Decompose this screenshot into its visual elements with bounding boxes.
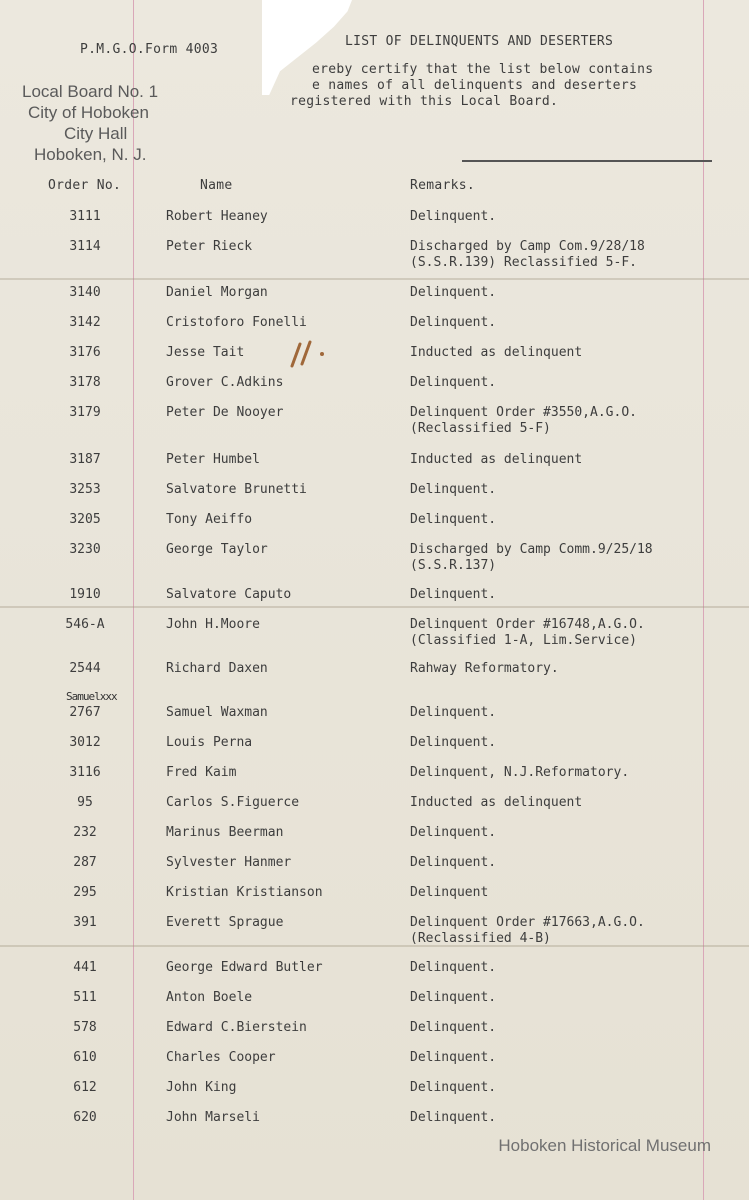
remarks: Delinquent.: [410, 825, 497, 840]
certify-line-2: e names of all delinquents and deserters: [312, 78, 638, 93]
registrant-name: Marinus Beerman: [166, 825, 284, 840]
order-number: 3111: [69, 209, 101, 224]
order-number: 3012: [69, 735, 101, 750]
museum-watermark: Hoboken Historical Museum: [498, 1136, 711, 1155]
margin-line-right: [703, 0, 704, 1200]
registrant-name: Louis Perna: [166, 735, 253, 750]
registrant-name: Richard Daxen: [166, 661, 268, 676]
remarks: Discharged by Camp Comm.9/25/18 (S.S.R.137): [410, 542, 653, 573]
order-number: 546-A: [65, 617, 105, 632]
remarks: Delinquent.: [410, 705, 497, 720]
order-number: 620: [73, 1110, 97, 1125]
remarks: Delinquent.: [410, 960, 497, 975]
column-header-order: Order No.: [48, 178, 122, 193]
order-number: 2767: [69, 705, 101, 720]
column-header-remarks: Remarks.: [410, 178, 476, 193]
remarks: Delinquent.: [410, 512, 497, 527]
order-number: 610: [73, 1050, 97, 1065]
registrant-name: Tony Aeiffo: [166, 512, 253, 527]
registrant-name: Peter Rieck: [166, 239, 253, 254]
remarks: Delinquent.: [410, 1020, 497, 1035]
stamp-line-1: Local Board No. 1: [22, 82, 159, 101]
registrant-name: John H.Moore: [166, 617, 260, 632]
order-number: 295: [73, 885, 97, 900]
registrant-name: Salvatore Caputo: [166, 587, 292, 602]
order-number: 287: [73, 855, 97, 870]
remarks: Delinquent Order #16748,A.G.O. (Classified 1-A, Lim.Service): [410, 617, 645, 648]
registrant-name: Kristian Kristianson: [166, 885, 323, 900]
document-title: LIST OF DELINQUENTS AND DESERTERS: [345, 34, 614, 49]
order-number: 3176: [69, 345, 101, 360]
order-number: 95: [77, 795, 93, 810]
registrant-name: Carlos S.Figuerce: [166, 795, 300, 810]
certify-line-3: registered with this Local Board.: [290, 94, 559, 109]
order-number: 2544: [69, 661, 101, 676]
remarks: Discharged by Camp Com.9/28/18 (S.S.R.139) Reclassified 5-F.: [410, 239, 645, 270]
remarks: Delinquent Order #17663,A.G.O. (Reclassified 4-B): [410, 915, 645, 946]
header-rule: [462, 160, 712, 162]
stamp-line-2: City of Hoboken: [28, 103, 149, 122]
order-number: 3142: [69, 315, 101, 330]
registrant-name: Everett Sprague: [166, 915, 284, 930]
registrant-name: Salvatore Brunetti: [166, 482, 307, 497]
order-number: 612: [73, 1080, 97, 1095]
order-number: 3187: [69, 452, 101, 467]
order-number: 3178: [69, 375, 101, 390]
remarks: Inducted as delinquent: [410, 795, 583, 810]
order-number: 3253: [69, 482, 101, 497]
order-number: 511: [73, 990, 97, 1005]
ink-stain: [286, 338, 326, 368]
registrant-name: Charles Cooper: [166, 1050, 276, 1065]
order-number: 3205: [69, 512, 101, 527]
remarks: Delinquent.: [410, 482, 497, 497]
order-number: 3114: [69, 239, 101, 254]
remarks: Delinquent.: [410, 855, 497, 870]
remarks: Delinquent.: [410, 1080, 497, 1095]
remarks: Delinquent, N.J.Reformatory.: [410, 765, 630, 780]
registrant-name: Anton Boele: [166, 990, 253, 1005]
remarks: Inducted as delinquent: [410, 452, 583, 467]
registrant-name: Sylvester Hanmer: [166, 855, 292, 870]
order-number: 3230: [69, 542, 101, 557]
order-number: 1910: [69, 587, 101, 602]
remarks: Delinquent: [410, 885, 489, 900]
registrant-name: Robert Heaney: [166, 209, 268, 224]
registrant-name: Peter Humbel: [166, 452, 260, 467]
registrant-name: Jesse Tait: [166, 345, 245, 360]
typed-strikeover: Samuelxxx: [66, 690, 117, 703]
registrant-name: Peter De Nooyer: [166, 405, 284, 420]
remarks: Delinquent.: [410, 990, 497, 1005]
fold-crease: [0, 606, 749, 608]
registrant-name: George Taylor: [166, 542, 268, 557]
registrant-name: Samuel Waxman: [166, 705, 268, 720]
order-number: 441: [73, 960, 97, 975]
remarks: Delinquent.: [410, 587, 497, 602]
order-number: 3179: [69, 405, 101, 420]
registrant-name: John King: [166, 1080, 237, 1095]
registrant-name: Fred Kaim: [166, 765, 237, 780]
form-number: P.M.G.O.Form 4003: [80, 42, 219, 57]
remarks: Delinquent.: [410, 1050, 497, 1065]
registrant-name: John Marseli: [166, 1110, 260, 1125]
remarks: Delinquent Order #3550,A.G.O. (Reclassified 5-F): [410, 405, 637, 436]
registrant-name: Edward C.Bierstein: [166, 1020, 307, 1035]
column-header-name: Name: [200, 178, 233, 193]
registrant-name: Grover C.Adkins: [166, 375, 284, 390]
stamp-line-4: Hoboken, N. J.: [34, 145, 147, 164]
remarks: Delinquent.: [410, 285, 497, 300]
registrant-name: Cristoforo Fonelli: [166, 315, 307, 330]
remarks: Inducted as delinquent: [410, 345, 583, 360]
order-number: 391: [73, 915, 97, 930]
registrant-name: Daniel Morgan: [166, 285, 268, 300]
order-number: 3116: [69, 765, 101, 780]
certify-line-1: ereby certify that the list below contains: [312, 62, 654, 77]
order-number: 232: [73, 825, 97, 840]
remarks: Delinquent.: [410, 315, 497, 330]
remarks: Delinquent.: [410, 735, 497, 750]
remarks: Delinquent.: [410, 209, 497, 224]
remarks: Rahway Reformatory.: [410, 661, 559, 676]
stamp-line-3: City Hall: [64, 124, 128, 143]
order-number: 3140: [69, 285, 101, 300]
remarks: Delinquent.: [410, 375, 497, 390]
fold-crease: [0, 278, 749, 280]
remarks: Delinquent.: [410, 1110, 497, 1125]
order-number: 578: [73, 1020, 97, 1035]
registrant-name: George Edward Butler: [166, 960, 323, 975]
